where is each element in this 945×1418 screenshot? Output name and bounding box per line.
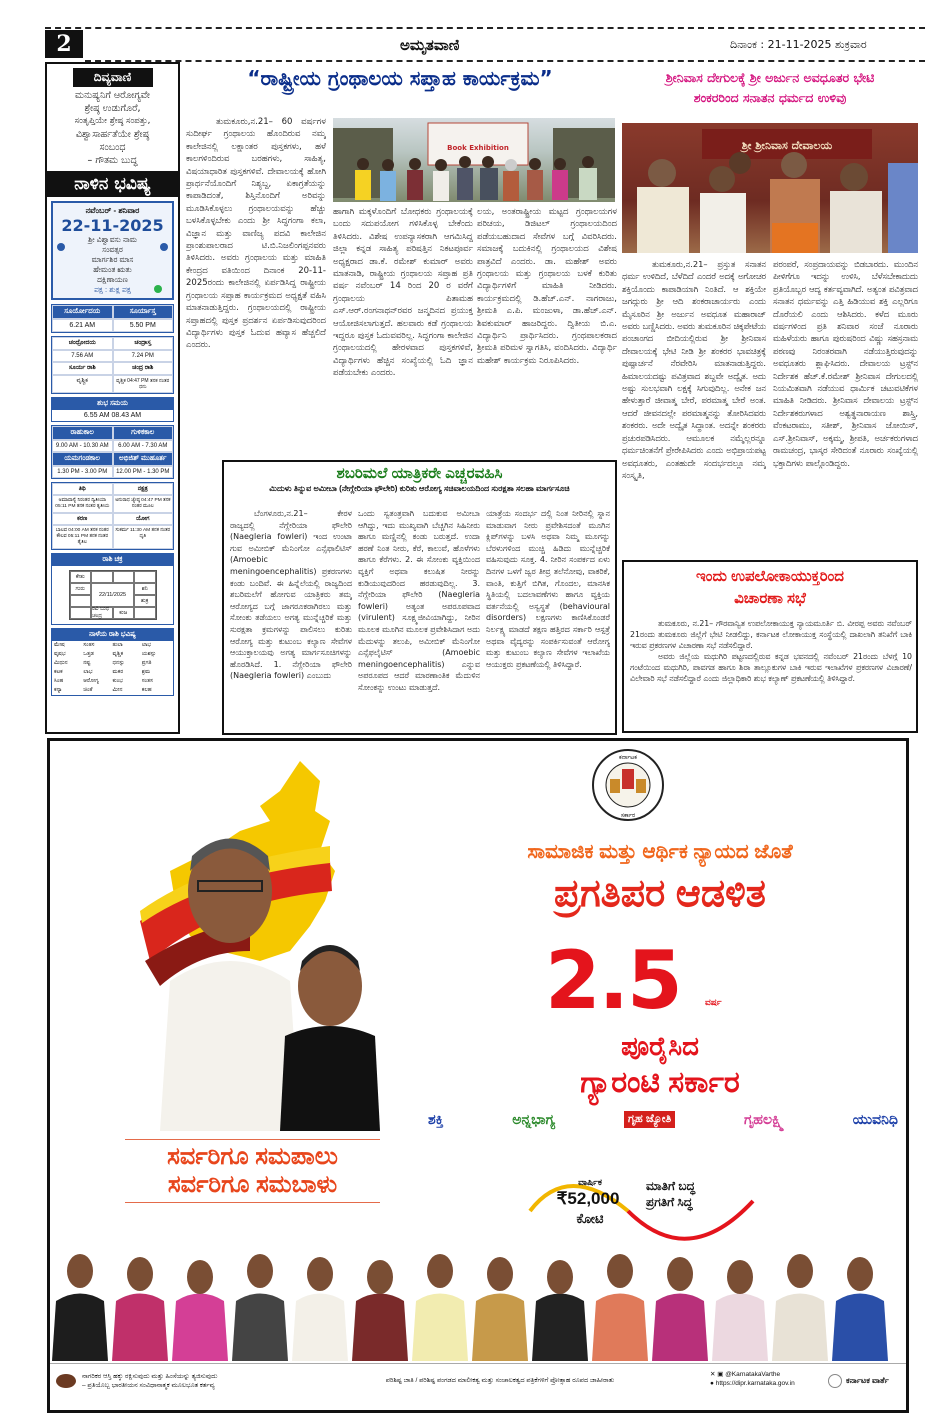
slogan-line-1: ಸರ್ವರಿಗೂ ಸಮಪಾಲು: [167, 1143, 338, 1170]
rashi-prediction: ಯಶಸ್ಸು: [141, 651, 156, 657]
rashi-prediction: ಪ್ರಗತಿ: [141, 660, 152, 666]
rashi-prediction: ಲಾಭ: [141, 642, 152, 648]
masthead: ಅಮೃತವಾಣಿ: [400, 36, 460, 54]
ad-years-number: 2.5: [545, 934, 681, 1027]
tithi-label: ತಿಥಿ: [52, 483, 113, 495]
library-photo-illustration: [333, 118, 615, 202]
citizen-figure: [172, 1260, 228, 1361]
rashi-cell: [113, 571, 135, 583]
footer-brand: ಕರ್ನಾಟಕ ವಾರ್ತೆ: [846, 1376, 889, 1385]
sunrise-label: ಸೂರ್ಯೋದಯ: [52, 305, 113, 319]
temple-col-2: ಪರಂಪರೆ, ಸಂಪ್ರದಾಯವನ್ನು ಬಿಡಬಾರದು. ಮುಂದಿನ ಪೀಳಿಗೆಗೂ ಇದನ್ನು ಉಳಿಸಿ, ಬೆಳೆಸಬೇಕಾದುದು ಪ್ರತಿಯೊಬ್ಬರ ಆದ್ಯ ಕರ್ತವ್ಯವಾಗಿದೆ. ಅತ್ಯಂತ ಪವಿತ್ರವಾದ ಸನಾತನ ಧರ್ಮವನ್ನು ಎತ್ತಿ ಹಿಡಿಯುವ ಶಕ್ತಿ ಎಲ್ಲರಿಗೂ ದೊರೆಯಲಿ ಎಂದು ಆಶಿಸಿದರು. ಕಳೆದ ಮೂರು ವರ್ಷಗಳಿಂದ ಪ್ರತಿ ಶನಿವಾರ ಸಂಜೆ ನೂರಾರು ಮಹಿಳೆಯರು ಹಾಗೂ ಪುರುಷರಿಂದ ವಿಷ್ಣು ಸಹಸ್ರನಾಮ ಪಠಣವು ನಿರಂತರವಾಗಿ ನಡೆಯುತ್ತಿರುವುದನ್ನು ಅವಧೂತರು ಶ್ಲಾಘಿಸಿದರು. ದೇವಾಲಯ ಟ್ರಸ್ಟ್‌ನ ನಿರ್ದೇಶಕ ಹೆಚ್.ಕೆ.ರಮೇಶ್ ಶ್ರೀನಿವಾಸ ದೇಗುಲದಲ್ಲಿ ನಿಯಮಿತವಾಗಿ ನಡೆಯುವ ಧಾರ್ಮಿಕ ಚಟುವಟಿಕೆಗಳ ಮಾಹಿತಿ ನೀಡಿದರು. ಶ್ರೀನಿವಾಸ ದೇವಾಲಯ ಟ್ರಸ್ಟ್‌ನ ನಿರ್ದೇಶಕರುಗಳಾದ ಅಶ್ವತ್ಥನಾರಾಯಣ ಶಾಸ್ತ್ರಿ, ವೆಂಕಟರಾಮು, ಸತೀಶ್, ಶ್ರೀನಿವಾಸ ಜೋಯಿಸ್, ಎಸ್.ಶ್ರೀನಿವಾಸ್, ಅಕ್ಕಮ್ಮ, ಶ್ರೀಪತಿ, ಅರ್ಚಕರುಗಳಾದ ರಾಮಚಂದ್ರ, ಭಾಸ್ಕರ ಸೇರಿದಂತೆ ನೂರಾರು ಸಂಖ್ಯೆಯಲ್ಲಿ ಭಕ್ತಾದಿಗಳು ಪಾಲ್ಗೊಂಡಿದ್ದರು.: [773, 259, 918, 468]
annual-unit: ಕೋಟಿ: [576, 1211, 604, 1226]
moonset-value: 7.24 PM: [113, 350, 174, 362]
rashi-name: ಧನಸ್ಸು: [112, 660, 125, 666]
people-group: [637, 152, 918, 253]
sabarimala-subhead: ಮಿದುಳು ತಿನ್ನುವ ಅಮೀಬಾ (ನೇಗ್ಲೇರಿಯಾ ಫೌಲೇರಿ) ಕುರಿತು ಆರೋಗ್ಯ ಸಚಿವಾಲಯದಿಂದ ಸುರಕ್ಷತಾ ಸಲಹಾ ಮಾರ್ಗಸೂಚಿ: [269, 484, 570, 493]
karnataka-emblem: [590, 747, 666, 823]
citizen-figure: [532, 1260, 588, 1361]
ad-guarantee-government: ಗ್ಯಾರಂಟಿ ಸರ್ಕಾರ: [580, 1066, 740, 1099]
rashi-prediction: ಆರೋಗ್ಯ: [83, 678, 99, 684]
rashi-chakra: [51, 553, 174, 625]
social-handle[interactable]: [710, 1370, 820, 1379]
citizen-figure: [112, 1257, 168, 1361]
rashi-cell: ಶನಿ: [134, 583, 156, 595]
citizen-figure: [472, 1257, 528, 1361]
calendar-card: [51, 201, 174, 300]
top-rule: [45, 27, 925, 29]
surya-rashi-label: ಸೂರ್ಯ ರಾಶಿ: [52, 362, 113, 375]
scheme-gruha-jyothi: ಗೃಹ ಜ್ಯೋತಿ: [624, 1111, 675, 1128]
rashi-prediction: ಶ್ರಮ: [141, 669, 151, 675]
rashi-chakra-label: ರಾಶಿ ಚಕ್ರ: [52, 554, 173, 566]
lokayukta-body: [630, 618, 912, 728]
rashi-bhavishya: [51, 628, 174, 696]
calendar-line: ಸಂವತ್ಸರ: [102, 245, 123, 254]
temple-photo: [622, 123, 918, 253]
citizens-group: [52, 1254, 888, 1361]
annual-outlay: [528, 1171, 758, 1251]
prev-day-icon[interactable]: [57, 243, 65, 251]
library-col-3: ಲಯ, ಅಂತರಾಷ್ಟ್ರೀಯ ಮಟ್ಟದ ಗ್ರಂಥಾಲಯಗಳ ಪರಿಚಯ, ಡಿಜಿಟಲ್ ಗ್ರಂಥಾಲಯದಿಂದ ಪಡೆಯಬಹುದಾದ ಸೇವೆಗಳ ಬಗ್ಗೆ ವಿವರಿಸಿದರು. ಸಮಾಜಕ್ಕೆ ಬದುಕಿನಲ್ಲಿ ಗ್ರಂಥಾಲಯದ ವಿಶೇಷ ಪಾತ್ರವಿದೆ ಎಂದರು. ಡಾ. ಮಹೇಶ್ ಅವರು ಗ್ರಂಥಾಲಯ ಮತ್ತು ಗ್ರಂಥಾಲಯ ಬಳಕೆ ಕುರಿತು ವಿದ್ಯಾರ್ಥಿಗಳಿಗೆ ಮಾಹಿತಿ ನೀಡಿದರು. ಕಾರ್ಯಕ್ರಮದಲ್ಲಿ ಡಿ.ಹೆಚ್.ಎನ್. ನಾಗರಾಜು, ಶ್ರೀಮತಿ ಎ.ಪಿ. ಮಂಜುಳಾ, ಡಾ.ಹೆಚ್.ಎನ್. ಶಿವಕುಮಾರ್ ಹಾಜರಿದ್ದರು. ದ್ವಿತೀಯ ಬಿ.ಎ. ವಿದ್ಯಾರ್ಥಿನಿ ಪ್ರಾರ್ಥಿಸಿದರು. ಗ್ರಂಥಪಾಲಕರಾದ ಶ್ರೀಮತಿ ಪರಿಮಳ ಸ್ವಾಗತಿಸಿ, ವಂದಿಸಿದರು. ವಿದ್ಯಾರ್ಥಿ ಮಹೇಶ್ ಕಾರ್ಯಕ್ರಮ ನಿರೂಪಿಸಿದರು.: [477, 207, 617, 366]
left-sidebar: [45, 62, 180, 734]
sabarimala-col-1: ಬೆಂಗಳೂರು,ನ.21– ಕೇರಳ ರಾಜ್ಯದಲ್ಲಿ ನೆಗ್ಲೇರಿಯಾ ಫೌಲೇರಿ (Naegleria fowleri) ಇಂದ ಉಂಟಾ ಗುವ ಅಮೀಬಿಕ್ ಮೆನಿಂಗೋ ಎನ್ಸೆಫಾಲಿಟಿಸ್ (Amoebic meningoencephalitis) ಪ್ರಕರಣಗಳು ಕಂಡು ಬಂದಿವೆ. ಈ ಹಿನ್ನೆಲೆಯಲ್ಲಿ ರಾಜ್ಯದಿಂದ ಶಬರಿಮಲೆಗೆ ಹೋಗುವ ಯಾತ್ರಿಕರು ತಮ್ಮ ಆರೋಗ್ಯದ ಬಗ್ಗೆ ಜಾಗರೂಕರಾಗಿರಲು ಮತ್ತು ಸೋಂಕು ತಡೆಯಲು ಅಗತ್ಯ ಮುನ್ನೆಚ್ಚರಿಕೆ ಮತ್ತು ಸುರಕ್ಷತಾ ಕ್ರಮಗಳನ್ನು ಪಾಲಿಸಲು ಕುರಿತು ಆರೋಗ್ಯ ಮತ್ತು ಕುಟುಂಬ ಕಲ್ಯಾಣ ಸೇವೆಗಳ ಆಯುಕ್ತಾಲಯವು ಅಗತ್ಯ ಮಾರ್ಗಸೂಚಿಗಳನ್ನು ಹೊರಡಿಸಿದೆ. 1. ನೆಗ್ಲೇರಿಯಾ ಫೌಲೇರಿ (Naegleria fowleri) ಎಂಬುದು: [230, 509, 352, 681]
library-col-2: ಹಾಗಾಗಿ ಮಕ್ಕಳೊಂದಿಗೆ ಬೋಧಕರು ಗ್ರಂಥಾಲಯಕ್ಕೆ ಬಂದು ಸದುಪಯೋಗ ಗಳಿಸಿಕೊಳ್ಳ ಬೇಕೆಂದು ತಿಳಿಸಿದರು. ವಿಶೇಷ ಉಪನ್ಯಾಸಕರಾಗಿ ಆಗಮಿಸಿದ್ದ ಜಿಲ್ಲಾ ಕನ್ನಡ ಸಾಹಿತ್ಯ ಪರಿಷತ್ತಿನ ನಿಕಟಪೂರ್ವ ಅಧ್ಯಕ್ಷರಾದ ಡಾ.ಕೆ. ರಮೇಶ್ ಕುಮಾರ್ ಅವರು ಮಾತನಾಡಿ, ರಾಷ್ಟ್ರೀಯ ಗ್ರಂಥಾಲಯ ಸಪ್ತಾಹ ಪ್ರತಿ ವರ್ಷ ನವೆಂಬರ್ 14 ರಿಂದ 20 ರ ವರೆಗೆ ಗ್ರಂಥಾಲಯ ಪಿತಾಮಹ ಎಸ್.ಆರ್.ರಂಗನಾಥನ್‌ರವರ ಜನ್ಮದಿನದ ಪ್ರಯುಕ್ತ ಆಯೋಜಿಸಲಾಗುತ್ತದೆ. ಹಲವಾರು ಕಡೆ ಗ್ರಂಥಾಲಯ ಇದ್ದರೂ ಪುಸ್ತಕ ಓದುವವರಿಲ್ಲ. ಸಿದ್ಧಗಂಗಾ ಕಾಲೇಜಿನ ಗ್ರಂಥಾಲಯದಲ್ಲಿ ಹೇರಳವಾದ ಪುಸ್ತಕಗಳಿವೆ, ವಿದ್ಯಾರ್ಥಿಗಳು ಹೆಚ್ಚಿನ ಸಂಖ್ಯೆಯಲ್ಲಿ ಓದಿ ಜ್ಞಾನ ಪಡೆಯಬೇಕು ಎಂದರು.: [333, 207, 473, 379]
rashi-cell: [70, 595, 92, 607]
rashi-name: ಮಿಥುನ: [54, 660, 68, 666]
temple-headline-line2: ಶಂಕರರಿಂದ ಸನಾತನ ಧರ್ಮದ ಉಳಿವು: [693, 90, 847, 105]
scheme-yuvanidhi: ಯುವನಿಧಿ: [852, 1111, 898, 1127]
lokayukta-headline-line2: ವಿಚಾರಣಾ ಸಭೆ: [734, 590, 806, 607]
lokayukta-para-1: ತುಮಕೂರು, ನ.21– ಗೌರವಾನ್ವಿತ ಉಪಲೋಕಾಯುಕ್ತ ನ್ಯಾಯಮೂರ್ತಿ ಬಿ. ವೀರಪ್ಪ ಅವರು ನವೆಂಬರ್ 21ರಂದು ತುಮಕೂರು ಜಿಲ್ಲೆಗೆ ಭೇಟಿ ನೀಡಲಿದ್ದು, ಕರ್ನಾಟಕ ಲೋಕಾಯುಕ್ತ ಸಂಸ್ಥೆಯಲ್ಲಿ ದಾಖಲಾಗಿ ತನಿಖೆಗೆ ಬಾಕಿ ಇರುವ ಪ್ರಕರಣಗಳ ವಿಚಾರಣಾ ಸಭೆ ನಡೆಸಲಿದ್ದಾರೆ.: [630, 619, 912, 650]
calendar-date: 22-11-2025: [61, 216, 164, 235]
chandra-rashi-value: ವೃಶ್ಚಿಕ 04:47 PM ತನಕ ನಂತರ ಧನು: [113, 375, 174, 393]
lokayukta-para-2: ಅವರು ಜಿಲ್ಲೆಯ ಮಧುಗಿರಿ ಪಟ್ಟಣದಲ್ಲಿರುವ ಕನ್ನಡ ಭವನದಲ್ಲಿ ನವೆಂಬರ್ 21ರಂದು ಬೆಳಗ್ಗೆ 10 ಗಂಟೆಯಿಂದ ಮಧುಗಿರಿ, ಪಾವಗಡ ಹಾಗೂ ಶಿರಾ ತಾಲ್ಲೂಕುಗಳ ಬಾಕಿ ಇರುವ ಇಲಾಖೆಗಳ ಪ್ರಕರಣಗಳ ವಿಚಾರಣೆ/ವಿಲೇವಾರಿ ಸಭೆ ನಡೆಸಲಿದ್ದಾರೆ ಎಂದು ಜಿಲ್ಲಾಧಿಕಾರಿ ಶುಭ ಕಲ್ಯಾಣ್ ಪ್ರಕಟಣೆಯಲ್ಲಿ ತಿಳಿಸಿದ್ದಾರೆ.: [630, 652, 912, 683]
rashi-cell: ಕೇತು: [70, 571, 92, 583]
website-link[interactable]: [710, 1379, 820, 1388]
page-number: 2: [45, 30, 83, 58]
sun-times: [51, 304, 174, 333]
rashi-cell: ಗುರು: [70, 583, 92, 595]
promise-line-1: ಮಾತಿಗೆ ಬದ್ಧ: [646, 1179, 696, 1193]
citizen-figure: [832, 1257, 888, 1361]
social-handle-text: @KarnatakaVarthe: [725, 1371, 781, 1378]
ad-tagline: ಸಾಮಾಜಿಕ ಮತ್ತು ಆರ್ಥಿಕ ನ್ಯಾಯದ ಜೊತೆ: [527, 841, 793, 863]
moonrise-label: ಚಂದ್ರೋದಯ: [52, 337, 113, 350]
scheme-shakti: ಶಕ್ತಿ: [428, 1111, 444, 1127]
panchanga: [51, 482, 174, 550]
sabarimala-headline: ಶಬರಿಮಲೆ ಯಾತ್ರಿಕರೇ ಎಚ್ಚರವಹಿಸಿ: [336, 465, 503, 482]
divyavani-title: ದಿವ್ಯವಾಣಿ: [73, 68, 153, 87]
lokayukta-headline-line1: ಇಂದು ಉಪಲೋಕಾಯುಕ್ತರಿಂದ: [696, 568, 844, 585]
citizen-figure: [352, 1260, 408, 1361]
temple-col-1: ತುಮಕೂರು,ನ.21– ಪ್ರಸ್ತುತ ಸನಾತನ ಧರ್ಮ ಉಳಿದಿದೆ, ಬೆಳೆದಿದೆ ಎಂದರೆ ಅದಕ್ಕೆ ಅಗೋಚರ ಶಕ್ತಿಯೊಂದು ಕಾಪಾಡಿಯಾಗಿ ನಿಂತಿದೆ. ಆ ಶಕ್ತಿಯೇ ಜಗದ್ಗುರು ಶ್ರೀ ಆದಿ ಶಂಕರಾಚಾರ್ಯರು ಎಂದು ಮೈಸೂರಿನ ಶ್ರೀ ಅರ್ಜುನ ಅವಧೂತ ಮಹಾರಾಜ್ ಅವರು ಬಣ್ಣಿಸಿದರು. ಅವರು ತುಮಕೂರಿನ ಚಿಕ್ಕಪೇಟೆಯ ಪಂಚಾಂಗದ ಬೀದಿಯಲ್ಲಿರುವ ಶ್ರೀ ಶ್ರೀನಿವಾಸ ದೇವಾಲಯಕ್ಕೆ ಭೇಟಿ ನೀಡಿ ಶ್ರೀ ಶಂಕರರ ಭಾವಚಿತ್ರಕ್ಕೆ ಪುಷ್ಪಾರ್ಚನೆ ನೆರವೇರಿಸಿ ಮಾತನಾಡುತ್ತಿದ್ದರು. ಹಿಮಾಲಯದಷ್ಟು ಪವಿತ್ರವಾದ ಶಬ್ದವೇ ಅದ್ವೈತ. ಅದು ಅಷ್ಟು ಸುಲಭವಾಗಿ ಲಕ್ಷಕ್ಕೆ ಸಿಗುವುದಿಲ್ಲ. ಅನೇಕ ಜನ ಹೇಳುತ್ತಾರೆ ಜೀವಾತ್ಮ ಬೇರೆ, ಪರಮಾತ್ಮ ಬೇರೆ ಅಂತ. ಆದರೆ ಜೀವನದಲ್ಲೇ ಪರಮಾತ್ಮನನ್ನು ತೋರಿಸಿದವರು ಶಂಕರರು. ಅದೇ ಅದ್ವೈತ ಸಿದ್ಧಾಂತ. ಅದನ್ನೇ ಶಂಕರರು ಪ್ರಚುರಪಡಿಸಿದರು. ಆಮೂಲಕ ನಮ್ಮೆಲ್ಲರನ್ನೂ ಧರ್ಮಚಿಂತನೆಗೆ ಪ್ರೇರೇಪಿಸಿದರು ಎಂದು ಅಭಿಪ್ರಾಯಪಟ್ಟ ಅವಧೂತರು, ಎಂತಹುದೇ ಸಂದರ್ಭದಲ್ಲೂ ನಮ್ಮ ಸಂಸ್ಕೃತಿ,: [622, 259, 766, 480]
library-headline: “ರಾಷ್ಟ್ರೀಯ ಗ್ರಂಥಾಲಯ ಸಪ್ತಾಹ ಕಾರ್ಯಕ್ರಮ”: [247, 66, 553, 90]
citizen-figure: [712, 1260, 768, 1361]
citizens-photo-strip: [50, 1241, 906, 1361]
globe-icon: ●: [710, 1380, 716, 1387]
temple-headline: [620, 68, 920, 108]
calendar-month-day: ನವೆಂಬರ್ - ಶನಿವಾರ: [85, 206, 140, 215]
dateline: ದಿನಾಂಕ : 21-11-2025 ಶುಕ್ರವಾರ: [730, 38, 867, 51]
lokayukta-article: [622, 560, 918, 733]
sabarimala-col-2: ಒಂದು ಸ್ವತಂತ್ರವಾಗಿ ಬದುಕುವ ಅಮೀಬಾ ಆಗಿದ್ದು, ಇದು ಮುಖ್ಯವಾಗಿ ಬೆಚ್ಚಗಿನ ಸಿಹಿನೀರು ಹಾಗೂ ಮಣ್ಣಿನಲ್ಲಿ ಕಂಡು ಬರುತ್ತದೆ. ಉದಾ ಹರಣೆ ನಿಂತ ನೀರು, ಕೆರೆ, ಕಾಲುವೆ, ಹೊಳೆಗಳು ಹಾಗೂ ಕೆರೆಗಳು. 2. ಈ ಸೋಂಕು ವ್ಯಕ್ತಿಯಿಂದ ವ್ಯಕ್ತಿಗೆ ಅಥವಾ ಕಲುಷಿತ ನೀರನ್ನು ಕುಡಿಯುವುದರಿಂದ ಹರಡುವುದಿಲ್ಲ. 3. ನೆಗ್ಲೇರಿಯಾ ಫೌಲೇರಿ (Naegleria fowleri) ಅತ್ಯಂತ ಅಪರೂಪವಾದ (virulent) ಸೂಕ್ಷ್ಮಜೀವಿಯಾಗಿದ್ದು, ನೀರಿನ ಮೂಲಕ ಮೂಗಿನ ಮೂಲಕ ಪ್ರವೇಶಿಸಿದಾಗ ಅದು ಮೆದುಳನ್ನು ತಲುಪಿ, ಅಮೀಬಿಕ್ ಮೆನಿಂಗೋ ಎನ್ಸೆಫಲೈಟಿಸ್ (Amoebic meningoencephalitis) ಎನ್ನುವ ಅಪರೂಪದ ಆದರೆ ಮಾರಣಾಂತಿಕ ಮೆದುಳಿನ ಸೋಂಕನ್ನು ಉಂಟು ಮಾಡುತ್ತದೆ.: [358, 509, 480, 692]
rashi-prediction: ಒತ್ತಡ: [83, 651, 94, 657]
rashi-prediction: ಸಂತಸ: [83, 642, 95, 648]
rashi-prediction: ಚಿಂತೆ: [83, 687, 93, 693]
rashi-prediction: ಲಾಭ: [83, 669, 93, 675]
rashi-name: ವೃಷಭ: [54, 651, 66, 657]
abhijit-label: ಅಭಿಜಿತ್ ಮುಹೂರ್ತ: [113, 452, 174, 466]
bhavishya-title: ನಾಳಿನ ಭವಿಷ್ಯ: [47, 171, 178, 197]
rashi-cell: ಕುಜ: [113, 607, 135, 619]
sunset-value: 5.50 PM: [113, 319, 174, 332]
chandra-rashi-label: ಚಂದ್ರ ರಾಶಿ: [113, 362, 174, 375]
quote-line: ಸಂತೃಪ್ತಿಯೇ ಶ್ರೇಷ್ಠ ಸಂಪತ್ತು,: [74, 116, 151, 126]
x-icon: ✕ ▣: [710, 1371, 726, 1378]
rashi-name: ತುಲಾ: [112, 642, 123, 648]
footer-emblem-icon: [56, 1374, 76, 1388]
quote-line: ವಿಶ್ವಾಸಾರ್ಹತೆಯೇ ಶ್ರೇಷ್ಠ: [75, 129, 150, 140]
moonrise-value: 7.56 AM: [52, 350, 113, 362]
moonset-label: ಚಂದ್ರಾಸ್ತ: [113, 337, 174, 350]
next-day-icon[interactable]: [160, 243, 168, 251]
citizen-figure: [592, 1254, 648, 1361]
rashi-name: ಕಟಕ: [54, 669, 63, 675]
rashi-name: ವೃಶ್ಚಿಕ: [112, 651, 124, 657]
rashi-bhavishya-label: ನಾಳೆಯ ರಾಶಿ ಭವಿಷ್ಯ: [52, 629, 173, 641]
rashi-name: ಕನ್ಯಾ: [54, 687, 63, 693]
gulika-value: 6.00 AM - 7.30 AM: [113, 440, 174, 452]
guarantee-schemes: [428, 1111, 898, 1128]
footer-left-line-1: ನಾಗರಿಕರ ಆಸ್ತಿ ಹಕ್ಕು ರಕ್ಷಿಸುವುದು ಮತ್ತು ಹಿಂಸೆಯನ್ನು ತ್ಯಜಿಸುವುದು: [82, 1373, 218, 1380]
ad-headline: ಪ್ರಗತಿಪರ ಆಡಳಿತ: [554, 873, 766, 915]
rashi-chakra-center: 22/11/2025: [91, 583, 134, 607]
whatsapp-icon[interactable]: [154, 285, 162, 293]
citizen-figure: [52, 1254, 108, 1361]
ad-completed: ಪೂರೈಸಿದ: [621, 1031, 699, 1061]
shubha-value: 6.55 AM 08.43 AM: [83, 412, 142, 419]
rashi-chakra-grid: [69, 570, 157, 620]
abhijit-value: 12.00 PM - 1.30 PM: [113, 466, 174, 478]
rashi-name: ಮಕರ: [112, 669, 124, 675]
citizen-figure: [652, 1257, 708, 1361]
leader-2: [280, 945, 380, 1131]
rashi-name: ಕುಂಭ: [112, 678, 123, 684]
gulika-label: ಗುಳಿಕಕಾಲ: [113, 426, 174, 440]
rashi-name: ಮೇಷ: [54, 642, 65, 648]
website-text: https://dipr.karnataka.gov.in: [715, 1380, 795, 1387]
footer-left: [82, 1372, 302, 1390]
header-rule: [85, 60, 925, 62]
lokayukta-headline: [624, 566, 916, 610]
rashi-name: ಸಿಂಹ: [54, 678, 64, 684]
nakshatra-value: ಅನುರಾಧ ಜ್ಯೇಷ್ಠ 04:47 PM ತನಕ ನಂತರ ಮೂಲ: [113, 495, 174, 513]
footer-left-line-2: – ಪ್ರತಿಯೊಬ್ಬ ಭಾರತೀಯನ ಸಂವಿಧಾನಾತ್ಮಕ ಮೂಲಭೂತ ಕರ್ತವ್ಯ: [82, 1382, 215, 1389]
sabarimala-col-3: ಯಾತ್ರೆಯ ಸಂದರ್ಭ ದಲ್ಲಿ ನಿಂತ ನೀರಿನಲ್ಲಿ ಸ್ನಾನ ಮಾಡುವಾಗ ನೀರು ಪ್ರವೇಶಿಸದಂತೆ ಮೂಗಿನ ಕ್ಲಿಪ್‌ಗಳನ್ನು ಬಳಸಿ ಅಥವಾ ನಿಮ್ಮ ಮೂಗನ್ನು ಬೆರಳುಗಳಿಂದ ಮುಚ್ಚಿ ಹಿಡಿದು ಮುನ್ನೆಚ್ಚರಿಕೆ ವಹಿಸುವುದು ಸೂಕ್ತ. 4. ನೀರಿನ ಸಂಪರ್ಕದ ಏಳು ದಿನಗಳ ಒಳಗೆ ಜ್ವರ ತೀವ್ರ ತಲೆನೋವು, ವಾಕರಿಕೆ, ವಾಂತಿ, ಕುತ್ತಿಗೆ ಬಿಗಿತ, ಗೊಂದಲ, ಮಾನಸಿಕ ಸ್ಥಿತಿಯಲ್ಲಿ ಬದಲಾವಣೆಗಳು ಹಾಗೂ ವ್ಯಕ್ತಿಯ ವರ್ತನೆಯಲ್ಲಿ ಅಸ್ವಸ್ಥತೆ (behavioural disorders) ಲಕ್ಷಣಗಳು ಕಾಣಿಸಿಕೊಂಡರೆ ನಿರ್ಲಕ್ಷ್ಯ ಮಾಡದೆ ತಕ್ಷಣ ಹತ್ತಿರದ ಸರ್ಕಾರಿ ಆಸ್ಪತ್ರೆ ಅಥವಾ ವೈದ್ಯರನ್ನು ಸಂಪರ್ಕಿಸುವಂತೆ ಆರೋಗ್ಯ ಮತ್ತು ಕುಟುಂಬ ಕಲ್ಯಾಣ ಸೇವೆಗಳ ಇಲಾಖೆಯ ಆಯುಕ್ತರು ಪ್ರಕಟಣೆಯಲ್ಲಿ ತಿಳಿಸಿದ್ದಾರೆ.: [486, 509, 610, 669]
annual-amount: ₹52,000: [556, 1189, 620, 1208]
rashi-name: ಮೀನ: [112, 687, 123, 693]
temple-photo-illustration: [622, 123, 918, 253]
government-advertisement: [47, 738, 909, 1413]
library-photo: [333, 118, 615, 202]
temple-headline-line1: ಶ್ರೀನಿವಾಸ ದೇಗುಲಕ್ಕೆ ಶ್ರೀ ಅರ್ಜುನ ಅವಧೂತರ ಭೇಟಿ: [665, 70, 875, 85]
rashi-cell: [134, 607, 156, 619]
calendar-line: ಶ್ರೀ ವಿಶ್ವಾವಸು ನಾಮ: [88, 235, 137, 244]
yoga-label: ಯೋಗ: [113, 513, 174, 525]
ad-years-unit: ವರ್ಷ: [705, 997, 722, 1007]
citizen-figure: [772, 1254, 828, 1361]
tithi-value: ಅಮಾವಾಸ್ಯೆ ನಿರಂತರ ದ್ವಿತೀಯಾ 05:11 PM ತನಕ ನಂತರ ತೃತೀಯ: [52, 495, 113, 513]
sunrise-value: 6.21 AM: [52, 319, 113, 332]
rashi-cell: ರವಿ ಬುಧ ಚಂದ್ರ: [91, 607, 113, 619]
quote-author: – ಗೌತಮ ಬುದ್ಧ: [87, 155, 138, 166]
annual-label: ವಾರ್ಷಿಕ: [578, 1177, 602, 1187]
yama-value: 1.30 PM - 3.00 PM: [52, 466, 113, 478]
rashi-prediction: ಸಂತಸ: [141, 678, 153, 684]
kala-times: [51, 425, 174, 479]
ad-slogan: [125, 1139, 380, 1203]
yama-label: ಯಮಗಂಡಕಾಲ: [52, 452, 113, 466]
temple-banner-text: ಶ್ರೀ ಶ್ರೀನಿವಾಸ ದೇವಾಲಯ: [741, 139, 833, 152]
calendar-line: ಪಕ್ಷ : ಶುಕ್ಲ ಪಕ್ಷ: [94, 285, 131, 294]
karana-value: ಬಾಲವ 04:00 AM ತನಕ ನಂತರ ಕೌಲವ 05:11 PM ತನಕ ನಂತರ ತೈತಿಲ: [52, 525, 113, 549]
calendar-line: ಮಾರ್ಗಶಿರ ಮಾಸ: [91, 255, 134, 264]
leaders-photo: [160, 811, 380, 1131]
banner-text: Book Exhibition: [447, 144, 509, 152]
scheme-gruhalakshmi: ಗೃಹಲಕ್ಷ್ಮಿ: [744, 1111, 784, 1127]
rahu-label: ರಾಹುಕಾಲ: [52, 426, 113, 440]
divyavani-quote: [47, 89, 178, 167]
shubha-label: ಶುಭ ಸಮಯ: [52, 398, 173, 410]
yoga-value: ಸುಕರ್ಮ 11:30 AM ತನಕ ನಂತರ ಧೃತಿ: [113, 525, 174, 549]
sabarimala-article: [222, 460, 617, 735]
rashi-bhavishya-list: [52, 641, 173, 695]
emblem-bottom-text: ಸರ್ಕಾರ: [620, 812, 636, 819]
nakshatra-label: ನಕ್ಷತ್ರ: [113, 483, 174, 495]
calendar-line: ಹೇಮಂತ ಋತು: [93, 265, 132, 274]
rashi-cell: [70, 607, 92, 619]
shubha-samaya: [51, 397, 174, 422]
rashi-cell: [134, 571, 156, 583]
citizen-figure: [412, 1254, 468, 1361]
karnataka-varthe-logo-icon: [828, 1374, 842, 1388]
footer-center: ಪರಿಶಿಷ್ಟ ಜಾತಿ / ಪರಿಶಿಷ್ಟ ಪಂಗಡದ ಮಾಲೀಕತ್ವ ಮತ್ತು ಸಂಚಾಲಕತ್ವದ ಪತ್ರಿಕೆಗಳಿಗೆ ಪ್ರೋತ್ಸಾಹ ರೂಪದ ಜಾಹೀರಾತು: [385, 1377, 615, 1384]
scheme-annabhagya: ಅನ್ನಭಾಗ್ಯ: [512, 1111, 556, 1127]
quote-line: ಸಂಬಂಧ: [99, 142, 126, 153]
rahu-value: 9.00 AM - 10.30 AM: [52, 440, 113, 452]
citizen-figure: [232, 1254, 288, 1361]
citizen-figure: [292, 1257, 348, 1361]
moon-times: [51, 336, 174, 394]
leader-1: [160, 839, 300, 1132]
emblem-top-text: ಕರ್ನಾಟಕ: [619, 754, 637, 761]
sunset-label: ಸೂರ್ಯಾಸ್ತ: [113, 305, 174, 319]
promise-line-2: ಪ್ರಗತಿಗೆ ಸಿದ್ಧ: [646, 1195, 693, 1209]
ad-footer: [50, 1363, 906, 1410]
quote-line: ಶ್ರೇಷ್ಠ ಉಡುಗೊರೆ,: [84, 103, 141, 114]
quote-line: ಮನುಷ್ಯನಿಗೆ ಆರೋಗ್ಯವೇ: [74, 90, 151, 101]
rashi-cell: ಶುಕ್ರ: [134, 595, 156, 607]
karana-label: ಕರಣ: [52, 513, 113, 525]
rashi-prediction: ಕಲಹ: [141, 687, 152, 693]
rashi-cell: [91, 571, 113, 583]
footer-social: [710, 1370, 820, 1388]
slogan-line-2: ಸರ್ವರಿಗೂ ಸಮಬಾಳು: [167, 1171, 338, 1198]
library-col-1: ತುಮಕೂರು,ನ.21– 60 ವರ್ಷಗಳ ಸುದೀರ್ಘ ಗ್ರಂಥಾಲಯ ಹೊಂದಿರುವ ನಮ್ಮ ಕಾಲೇಜಿನಲ್ಲಿ ಲಕ್ಷಾಂತರ ಪುಸ್ತಕಗಳು, ಹಳೆ ಕಾಲಗಳಿಂದಿರುವ ಬರಹಗಳು, ಸಾಹಿತ್ಯ, ವಿಷಯಾಧಾರಿತ ಪುಸ್ತಕಗಳಿವೆ. ದೇವಾಲಯಕ್ಕೆ ಹೋಗಿ ಪ್ರಾರ್ಥನೆಯೊಂದಿಗೆ ನಿಶ್ಯಬ್ದ, ಏಕಾಗ್ರತೆಯನ್ನು ಕಾಪಾಡಿದಂತೆ, ಶಿಸ್ತಿನೊಂದಿಗೆ ಅರಿವನ್ನು ಮೂಡಿಸಿಕೊಳ್ಳಲು ಗ್ರಂಥಾಲಯವನ್ನು ಹೆಚ್ಚು ಬಳಸಿಕೊಳ್ಳಬೇಕು ಎಂದು ಶ್ರೀ ಸಿದ್ಧಗಂಗಾ ಕಲಾ, ವಿಜ್ಞಾನ ಮತ್ತು ವಾಣಿಜ್ಯ ಪದವಿ ಕಾಲೇಜಿನ ಪ್ರಾಂಶುಪಾಲರಾದ ಟಿ.ಬಿ.ನಿಜಲಿಂಗಪ್ಪನವರು ತಿಳಿಸಿದರು. ಅವರು ಗ್ರಂಥಾಲಯ ಮತ್ತು ಮಾಹಿತಿ ಕೇಂದ್ರದ ವತಿಯಿಂದ ದಿನಾಂಕ 20-11-2025ರಂದು ಕಾಲೇಜಿನಲ್ಲಿ ಏರ್ಪಡಿಸಿದ್ದ ರಾಷ್ಟ್ರೀಯ ಗ್ರಂಥಾಲಯ ಸಪ್ತಾಹ ಕಾರ್ಯಕ್ರಮದ ಅಧ್ಯಕ್ಷತೆ ವಹಿಸಿ ಮಾತನಾಡುತ್ತಿದ್ದರು. ಗ್ರಂಥಾಲಯದಲ್ಲಿ ರಾಷ್ಟ್ರೀಯ ಸಪ್ತಾಹದಲ್ಲಿ ಪುಸ್ತಕ ಪ್ರದರ್ಶನ ಏರ್ಪಡಿಸುವುದರಿಂದ ವಿದ್ಯಾರ್ಥಿಗಳು ಪುಸ್ತಕ ಓದುವ ಹವ್ಯಾಸ ಹೆಚ್ಚಲಿದೆ ಎಂದರು.: [186, 117, 326, 351]
calendar-line: ದಕ್ಷಿಣಾಯಣ: [97, 275, 128, 284]
surya-rashi-value: ವೃಶ್ಚಿಕ: [52, 375, 113, 393]
rashi-prediction: ನಷ್ಟ: [83, 660, 91, 666]
